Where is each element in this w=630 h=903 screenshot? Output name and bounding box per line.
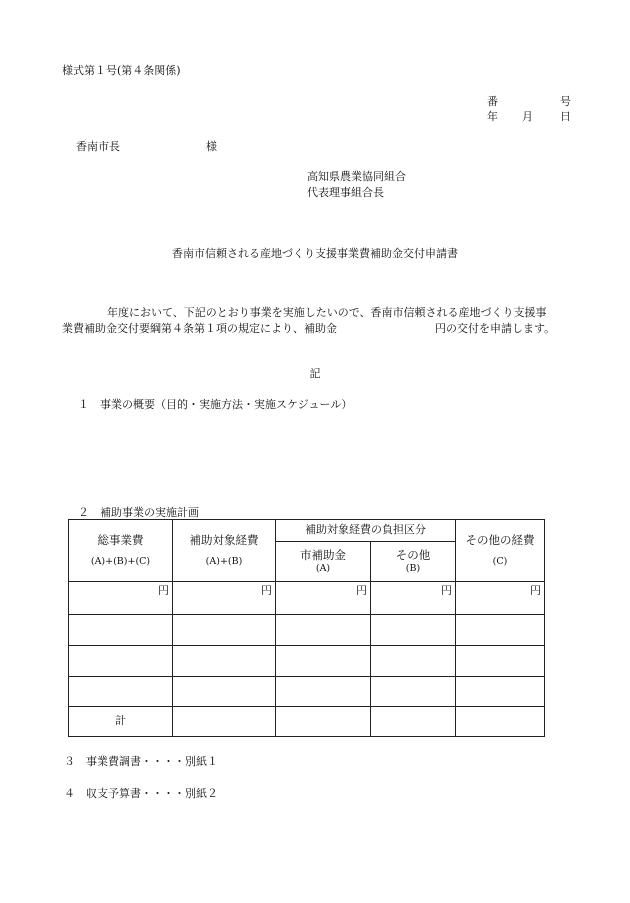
section-4-text: 収支予算書・・・・別紙２: [86, 787, 218, 800]
section-3-text: 事業費調書・・・・別紙１: [86, 755, 218, 768]
section-1-number: １: [78, 398, 89, 411]
table-row: [69, 582, 545, 615]
table-cell: [173, 707, 276, 737]
body-line-1: 年度において、下記のとおり事業を実施したいので、香南市信頼される産地づくり支援事: [107, 306, 547, 319]
table-cell: [456, 677, 545, 707]
table-row: [69, 615, 545, 646]
header-other-label: その他: [395, 547, 431, 562]
cell-city-subsidy: 円: [276, 582, 371, 615]
table-cell: [276, 707, 371, 737]
application-body: [62, 305, 592, 337]
section-1-heading: [78, 398, 352, 412]
section-4-number: ４: [64, 787, 75, 800]
header-other-expenses-label: その他の経費: [465, 532, 535, 547]
table-cell: [173, 677, 276, 707]
document-title: 香南市信頼される産地づくり支援事業費補助金交付申請書: [172, 247, 458, 260]
header-other-expenses: [456, 520, 545, 582]
header-eligible-cost-formula: (A)+(B): [205, 555, 243, 567]
header-city-subsidy-label: 市補助金: [300, 547, 346, 562]
implementation-plan-table: [68, 519, 545, 737]
total-row-label: 計: [69, 707, 173, 737]
cell-total-cost: 円: [69, 582, 173, 615]
body-line-2-before: 業費補助金交付要綱第４条第１項の規定により、補助金: [62, 322, 337, 335]
table-cell: [173, 646, 276, 677]
header-eligible-cost-label: 補助対象経費: [189, 532, 259, 547]
section-1-text: 事業の概要（目的・実施方法・実施スケジュール）: [100, 398, 353, 411]
table-row: [69, 646, 545, 677]
body-line-2: [62, 321, 592, 337]
section-2-text: 補助事業の実施計画: [100, 506, 199, 519]
table-cell: [69, 615, 173, 646]
cell-other-expenses: 円: [456, 582, 545, 615]
table-cell: [69, 646, 173, 677]
document-number-label: 番: [487, 95, 498, 108]
table-cell: [371, 707, 456, 737]
applicant-organization: 高知県農業協同組合: [307, 170, 406, 183]
addressee-honorific: 様: [206, 140, 217, 153]
date-year-label: 年: [487, 110, 498, 123]
table-cell: [173, 615, 276, 646]
section-4-heading: [64, 787, 218, 801]
header-total-cost: [69, 520, 173, 582]
section-2-number: ２: [78, 506, 89, 519]
addressee-name: 香南市長: [76, 140, 120, 153]
table-total-row: [69, 707, 545, 737]
header-other: [371, 542, 456, 582]
date-month-label: 月: [522, 110, 533, 123]
section-3-number: ３: [64, 755, 75, 768]
table-cell: [276, 646, 371, 677]
table-cell: [371, 615, 456, 646]
table-cell: [371, 646, 456, 677]
table-cell: [276, 677, 371, 707]
table-cell: [371, 677, 456, 707]
table-cell: [456, 707, 545, 737]
date-day-label: 日: [560, 110, 571, 123]
ki-heading: 記: [309, 367, 321, 380]
table-cell: [456, 646, 545, 677]
table-row: [69, 677, 545, 707]
header-city-subsidy: [276, 542, 371, 582]
applicant-representative: 代表理事組合長: [307, 186, 384, 199]
section-3-heading: [64, 755, 218, 769]
cell-eligible-cost: 円: [173, 582, 276, 615]
header-other-expenses-code: (C): [492, 555, 508, 567]
header-city-subsidy-code: (A): [315, 562, 331, 574]
document-number-suffix: 号: [560, 95, 571, 108]
header-eligible-cost: [173, 520, 276, 582]
table-cell: [69, 677, 173, 707]
body-line-2-after: 円の交付を申請します。: [435, 322, 556, 335]
header-total-cost-label: 総事業費: [97, 532, 144, 547]
header-total-cost-formula: (A)+(B)+(C): [90, 555, 151, 567]
table-cell: [456, 615, 545, 646]
cell-other: 円: [371, 582, 456, 615]
table-cell: [276, 615, 371, 646]
header-other-code: (B): [405, 562, 421, 574]
header-burden-division: 補助対象経費の負担区分: [276, 520, 456, 542]
form-number: 様式第１号(第４条関係): [62, 64, 181, 77]
